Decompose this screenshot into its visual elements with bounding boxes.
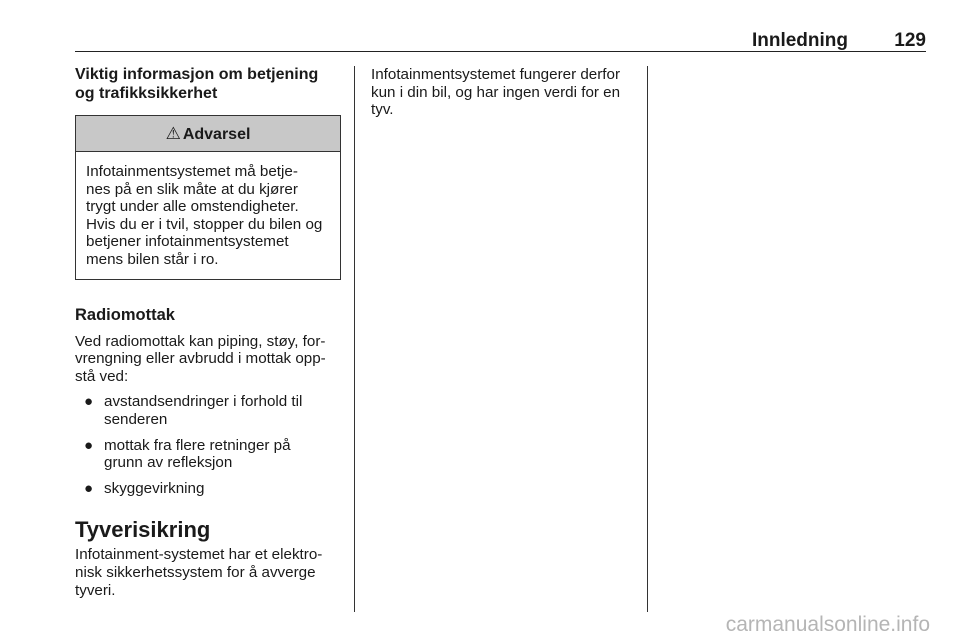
list-item-line: skyggevirkning	[104, 479, 205, 497]
radio-intro-line: vrengning eller avbrudd i mottak opp-	[75, 350, 326, 368]
bullet-icon: ●	[84, 436, 94, 454]
bullet-icon: ●	[84, 393, 94, 411]
page-number: 129	[894, 30, 926, 51]
list-item-line: grunn av refleksjon	[104, 454, 233, 472]
radio-heading: Radiomottak	[75, 305, 175, 324]
warning-line: Infotainmentsystemet må betje-	[86, 163, 298, 180]
bullet-icon: ●	[84, 479, 94, 497]
warning-line: nes på en slik måte at du kjører	[86, 180, 298, 198]
watermark-text: carmanualsonline.info	[725, 613, 930, 636]
radio-bullet-list	[75, 393, 341, 497]
list-item	[75, 480, 341, 498]
warning-line: Hvis du er i tvil, stopper du bilen og	[86, 215, 323, 233]
list-item-line: senderen	[104, 410, 168, 428]
column-divider-1	[354, 66, 355, 612]
warning-text	[76, 152, 340, 279]
warning-box	[75, 115, 341, 280]
header-rule	[75, 51, 926, 52]
theft-line: tyveri.	[75, 581, 116, 599]
warning-line: betjener infotainmentsystemet	[86, 233, 289, 251]
theft-heading: Tyverisikring	[75, 517, 211, 543]
list-item-line: avstandsendringer i forhold til	[104, 393, 303, 411]
list-item-line: mottak fra flere retninger på	[104, 436, 291, 454]
right-text-line: tyv.	[371, 101, 394, 119]
list-item	[75, 393, 341, 428]
warning-triangle-icon: ⚠	[165, 124, 181, 143]
theft-text	[75, 546, 341, 599]
column-divider-2	[647, 66, 648, 612]
theft-line: Infotainment-systemet har et elektro-	[75, 546, 323, 564]
radio-intro-line: Ved radiomottak kan piping, støy, for-	[75, 332, 326, 350]
right-text-line: kun i din bil, og har ingen verdi for en	[371, 83, 621, 101]
radio-intro	[75, 333, 341, 386]
right-column	[371, 66, 633, 119]
header-title: Innledning	[751, 30, 848, 51]
warning-line: mens bilen står i ro.	[86, 250, 219, 268]
section-title-line: og trafikksikkerhet	[75, 84, 218, 102]
list-item	[75, 437, 341, 472]
section-title	[75, 66, 341, 103]
warning-title: Advarsel	[182, 126, 251, 143]
warning-header	[76, 116, 340, 152]
left-column	[75, 66, 341, 599]
warning-line: trygt under alle omstendigheter.	[86, 198, 299, 216]
radio-intro-line: stå ved:	[75, 367, 129, 385]
section-title-line: Viktig informasjon om betjening	[75, 66, 319, 83]
right-text-line: Infotainmentsystemet fungerer derfor	[371, 66, 621, 83]
theft-line: nisk sikkerhetssystem for å avverge	[75, 563, 316, 581]
